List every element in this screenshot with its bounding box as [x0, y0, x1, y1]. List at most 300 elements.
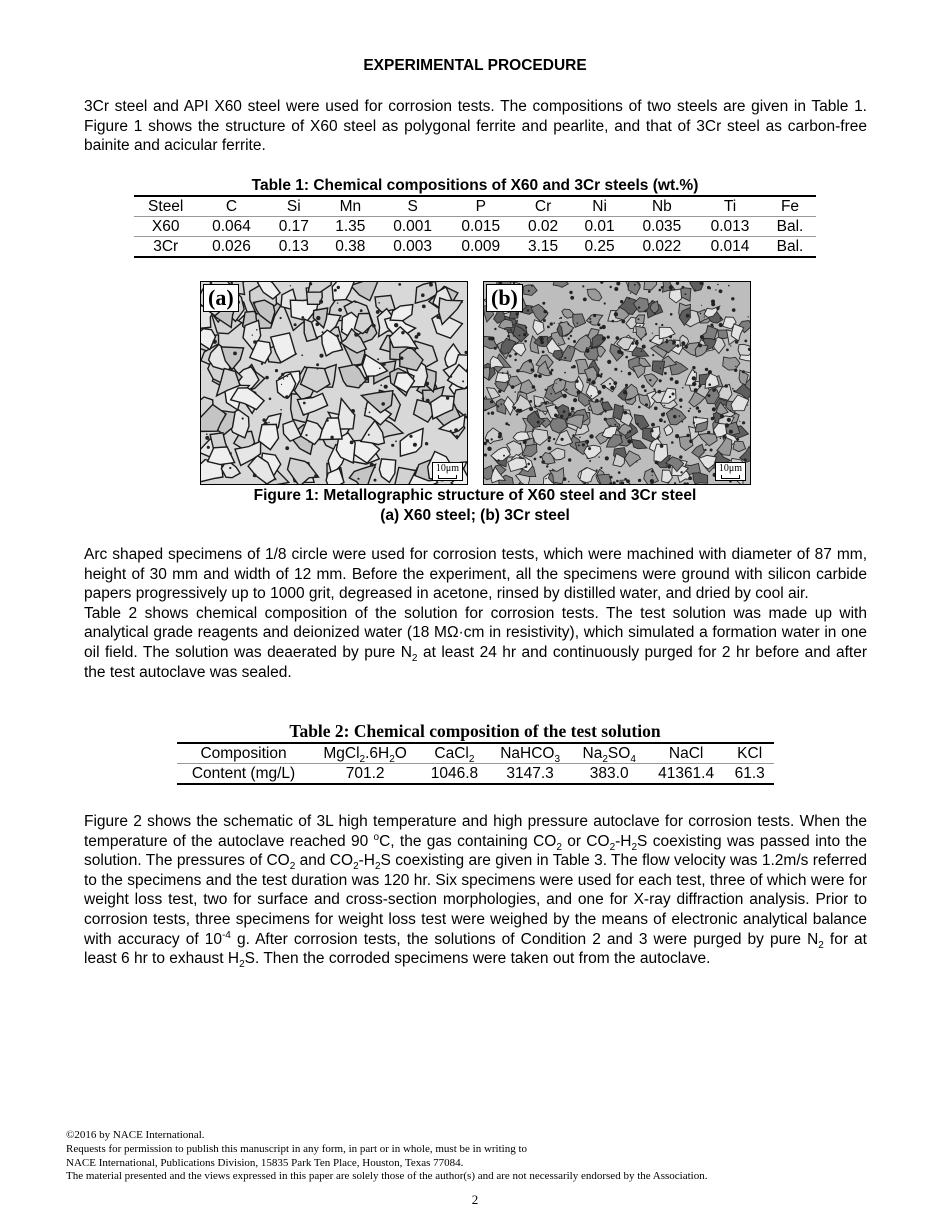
footer	[66, 1129, 866, 1184]
precipitate	[560, 415, 563, 418]
precipitate	[494, 347, 497, 350]
table2-header-cacl2	[420, 743, 489, 764]
precipitate	[688, 410, 690, 412]
table1-cell: Bal.	[776, 238, 804, 255]
precipitate	[602, 385, 606, 389]
precipitate	[558, 359, 560, 361]
precipitate	[703, 339, 705, 341]
precipitate	[708, 325, 709, 326]
precipitate	[733, 390, 735, 392]
section-heading: EXPERIMENTAL PROCEDURE	[363, 57, 587, 74]
precipitate	[711, 302, 715, 306]
precipitate	[233, 352, 237, 356]
precipitate	[532, 385, 536, 389]
precipitate	[682, 286, 685, 289]
table1-header: Steel	[134, 196, 197, 217]
precipitate	[514, 391, 516, 393]
paragraph-solution-sub: 2	[411, 653, 418, 665]
precipitate	[261, 363, 263, 365]
precipitate	[525, 326, 527, 328]
precipitate	[436, 316, 439, 319]
table1-header: P	[447, 196, 515, 217]
precipitate	[301, 316, 304, 319]
precipitate	[422, 305, 426, 309]
precipitate	[529, 400, 532, 403]
precipitate	[368, 434, 370, 436]
precipitate	[494, 328, 496, 330]
scale-bar-a-line	[438, 475, 457, 479]
subscript: 2	[239, 959, 245, 971]
precipitate	[661, 324, 663, 326]
precipitate	[511, 385, 515, 389]
precipitate	[675, 434, 679, 438]
precipitate	[625, 356, 628, 359]
precipitate	[701, 305, 702, 306]
precipitate	[699, 344, 701, 346]
precipitate	[610, 476, 613, 479]
precipitate	[632, 342, 635, 345]
precipitate	[543, 319, 546, 322]
precipitate	[539, 426, 541, 428]
precipitate	[694, 372, 696, 374]
table1-header: Ni	[571, 196, 628, 217]
table1-cell: 0.001	[379, 217, 447, 237]
precipitate	[630, 292, 632, 294]
precipitate	[395, 440, 397, 442]
precipitate	[425, 442, 428, 445]
footer-address: NACE International, Publications Division, 15835 Park Ten Place, Houston, Texas 77084.	[66, 1156, 464, 1169]
table1-header: Fe	[764, 196, 816, 217]
precipitate	[587, 457, 589, 459]
precipitate	[547, 326, 550, 329]
precipitate	[602, 325, 606, 329]
precipitate	[685, 293, 687, 295]
precipitate	[636, 461, 637, 462]
precipitate	[508, 339, 510, 341]
precipitate	[572, 365, 575, 368]
scale-bar-a-label: 10μm	[435, 463, 459, 474]
table2-header-part: .6H	[365, 745, 390, 762]
precipitate	[588, 447, 591, 450]
table2-header-mgcl2	[310, 743, 420, 764]
table2-header-sub: 2	[359, 754, 366, 766]
precipitate	[670, 313, 673, 316]
precipitate	[529, 359, 533, 363]
precipitate	[652, 333, 653, 334]
precipitate	[432, 297, 434, 299]
table1	[134, 195, 816, 258]
precipitate	[502, 372, 504, 374]
precipitate	[607, 360, 611, 364]
precipitate	[488, 337, 492, 341]
precipitate	[563, 394, 567, 398]
precipitate	[524, 340, 527, 343]
micrograph-3cr	[483, 281, 751, 485]
precipitate	[682, 387, 684, 389]
precipitate	[586, 349, 590, 353]
precipitate	[710, 324, 713, 327]
precipitate	[644, 389, 647, 392]
precipitate	[516, 414, 518, 416]
precipitate	[314, 474, 317, 477]
precipitate	[717, 284, 719, 286]
precipitate	[548, 436, 551, 439]
table2-header-part: NaHCO	[500, 745, 555, 762]
precipitate	[551, 369, 554, 372]
precipitate	[660, 444, 664, 448]
precipitate	[622, 405, 624, 407]
precipitate	[692, 376, 696, 380]
table1-header: Mn	[322, 196, 379, 217]
precipitate	[326, 419, 329, 422]
precipitate	[707, 394, 710, 397]
precipitate	[334, 289, 337, 292]
precipitate	[319, 354, 323, 358]
precipitate	[638, 406, 641, 409]
table1-title: Table 1: Chemical compositions of X60 and 3Cr steels (wt.%)	[251, 177, 699, 194]
precipitate	[696, 406, 699, 409]
precipitate	[505, 422, 508, 425]
table1-cell: 0.13	[278, 238, 309, 255]
table2-cell: 61.3	[734, 765, 765, 782]
text-run: for at least 6 hr to exhaust H	[84, 930, 867, 968]
precipitate	[577, 390, 581, 394]
precipitate	[516, 312, 519, 315]
precipitate	[294, 323, 297, 326]
precipitate	[621, 320, 625, 324]
precipitate	[425, 382, 429, 386]
precipitate	[256, 329, 258, 331]
precipitate	[569, 291, 572, 294]
precipitate	[742, 370, 745, 373]
table1-header: Cr	[515, 196, 572, 217]
precipitate	[672, 393, 675, 396]
precipitate	[705, 368, 708, 371]
precipitate	[712, 465, 713, 466]
precipitate	[710, 449, 713, 452]
precipitate	[283, 378, 284, 379]
precipitate	[384, 385, 388, 389]
precipitate	[671, 441, 674, 444]
table1-header: Ti	[696, 196, 764, 217]
precipitate	[634, 284, 636, 286]
precipitate	[700, 335, 704, 339]
precipitate	[394, 323, 398, 327]
precipitate	[584, 482, 586, 484]
precipitate	[366, 400, 368, 402]
precipitate	[681, 341, 685, 345]
precipitate	[317, 368, 319, 370]
precipitate	[693, 422, 695, 424]
precipitate	[503, 455, 505, 457]
precipitate	[213, 340, 217, 344]
precipitate	[595, 399, 599, 403]
precipitate	[654, 407, 658, 411]
precipitate	[285, 446, 289, 450]
precipitate	[570, 335, 572, 337]
precipitate	[715, 289, 716, 290]
precipitate	[659, 418, 663, 422]
text-run: S coexisting are given in Table 3. The flow velocity was 1.2m/s referred to the specimens and the test duration was 120 hr. Six specimens were used for each test, three of which were for weight loss test, two for surface and cross-section morphologies, and one for X-ray diffraction analysis. Prior to corrosion tests, three specimens for weight loss test were weighed by the means of electronic analytical balance with accuracy of 10	[84, 852, 867, 948]
precipitate	[614, 287, 618, 291]
precipitate	[486, 439, 489, 442]
scale-bar-b-line	[721, 475, 740, 479]
precipitate	[497, 405, 499, 407]
table1-cell: 0.02	[515, 217, 572, 237]
table1-cell: Bal.	[764, 217, 816, 237]
precipitate	[568, 338, 570, 340]
precipitate	[620, 300, 623, 303]
precipitate	[649, 340, 651, 342]
paragraph-autoclave-text	[84, 812, 867, 969]
precipitate	[559, 379, 562, 382]
precipitate	[534, 458, 537, 461]
text-run: S coexisting was passed into the solution. The pressures of CO	[84, 832, 867, 870]
precipitate	[698, 385, 701, 388]
table1-cell: 0.026	[212, 238, 251, 255]
table1-cell: X60	[134, 217, 197, 237]
footer-disclaimer: The material presented and the views expressed in this paper are solely those of the author(s) and are not necessarily endorsed by the Association.	[66, 1170, 708, 1183]
precipitate	[573, 398, 577, 402]
precipitate	[654, 312, 656, 314]
precipitate	[253, 303, 255, 305]
precipitate	[553, 322, 555, 324]
precipitate	[659, 289, 662, 292]
precipitate	[669, 335, 672, 338]
precipitate	[686, 314, 690, 318]
precipitate	[542, 351, 545, 354]
precipitate	[633, 339, 634, 340]
precipitate	[590, 321, 592, 323]
precipitate	[558, 343, 559, 344]
precipitate	[596, 469, 598, 471]
precipitate	[564, 372, 566, 374]
precipitate	[681, 421, 683, 423]
precipitate	[541, 460, 545, 464]
precipitate	[308, 441, 309, 442]
precipitate	[736, 438, 739, 441]
precipitate	[560, 317, 562, 319]
precipitate	[657, 438, 658, 439]
precipitate	[704, 449, 706, 451]
precipitate	[694, 289, 696, 291]
precipitate	[375, 467, 376, 468]
precipitate	[309, 282, 312, 285]
precipitate	[578, 444, 580, 446]
precipitate	[589, 318, 591, 320]
precipitate	[708, 370, 712, 374]
precipitate	[372, 324, 376, 328]
table2-cell: 383.0	[589, 765, 629, 782]
precipitate	[303, 414, 305, 416]
precipitate	[589, 460, 591, 462]
precipitate	[623, 390, 627, 394]
precipitate	[614, 368, 617, 371]
footer-permission: Requests for permission to publish this manuscript in any form, in part or in whole, must be in writing to	[66, 1142, 528, 1155]
precipitate	[398, 283, 401, 286]
precipitate	[573, 340, 576, 343]
subscript: 2	[609, 841, 616, 853]
precipitate	[268, 422, 270, 424]
precipitate	[672, 409, 673, 410]
table1-cell: 1.35	[322, 217, 379, 237]
precipitate	[337, 286, 340, 289]
precipitate	[206, 433, 208, 435]
precipitate	[529, 407, 533, 411]
precipitate	[319, 300, 323, 304]
precipitate	[669, 396, 671, 398]
precipitate	[265, 376, 269, 380]
text-run: -H	[615, 832, 632, 850]
table2-header-part: MgCl	[323, 745, 360, 762]
precipitate	[611, 407, 612, 408]
precipitate	[607, 336, 610, 339]
precipitate	[627, 432, 628, 433]
precipitate	[563, 477, 567, 481]
panel-b-label: (b)	[486, 284, 523, 312]
precipitate	[667, 482, 669, 484]
precipitate	[664, 405, 666, 407]
precipitate	[724, 384, 728, 388]
precipitate	[316, 363, 319, 366]
precipitate	[506, 372, 508, 374]
table2-header-sub: 2	[468, 754, 475, 766]
precipitate	[401, 331, 404, 334]
precipitate	[568, 481, 569, 482]
precipitate	[669, 285, 673, 289]
table1-cell: 0.003	[393, 238, 433, 255]
precipitate	[661, 286, 664, 289]
precipitate	[525, 466, 527, 468]
precipitate	[597, 390, 601, 394]
precipitate	[342, 329, 343, 330]
precipitate	[604, 410, 606, 412]
precipitate	[549, 371, 552, 374]
table2-cell: 41361.4	[658, 765, 715, 782]
precipitate	[545, 389, 547, 391]
precipitate	[708, 287, 711, 290]
precipitate	[381, 402, 385, 406]
precipitate	[645, 333, 647, 335]
precipitate	[617, 350, 621, 354]
precipitate	[391, 444, 394, 447]
scale-bar-a	[432, 462, 463, 481]
precipitate	[583, 298, 587, 302]
table2-header-part: CaCl	[434, 745, 469, 762]
paragraph-autoclave	[84, 812, 867, 969]
text-run: or CO	[561, 832, 610, 850]
precipitate	[385, 420, 386, 421]
precipitate	[616, 336, 620, 340]
precipitate	[376, 310, 380, 314]
precipitate	[659, 379, 662, 382]
precipitate	[597, 359, 598, 360]
table1-cell: 0.009	[461, 238, 501, 255]
precipitate	[742, 421, 745, 424]
precipitate	[712, 388, 716, 392]
precipitate	[716, 307, 719, 310]
precipitate	[548, 439, 551, 442]
precipitate	[598, 456, 599, 457]
figure1-caption-line2: (a) X60 steel; (b) 3Cr steel	[380, 507, 570, 524]
superscript: -4	[221, 929, 231, 941]
precipitate	[265, 422, 268, 425]
precipitate	[514, 353, 517, 356]
precipitate	[604, 302, 606, 304]
table2-header-part: Na	[582, 745, 603, 762]
precipitate	[545, 478, 547, 480]
subscript: 2	[353, 861, 359, 873]
table2-cell: Content (mg/L)	[191, 765, 296, 782]
precipitate	[252, 334, 253, 335]
scale-bar-b-label: 10μm	[718, 463, 742, 474]
table1-cell: 0.17	[266, 217, 323, 237]
precipitate	[351, 409, 355, 413]
precipitate	[547, 410, 549, 412]
precipitate	[531, 285, 533, 287]
precipitate	[450, 430, 452, 432]
text-run: Figure 2 shows the schematic of 3L high temperature and high pressure autoclave for corrosion tests. When the temperature of the autoclave reached 90	[84, 813, 867, 850]
precipitate	[527, 309, 529, 311]
precipitate	[559, 318, 560, 319]
precipitate	[350, 441, 354, 445]
precipitate	[507, 371, 508, 372]
table2-header-sub: 2	[602, 754, 608, 766]
precipitate	[689, 408, 691, 410]
precipitate	[688, 476, 692, 480]
table2-header-part: O	[394, 745, 407, 762]
precipitate	[588, 378, 591, 381]
precipitate	[596, 373, 600, 377]
precipitate	[735, 340, 738, 343]
precipitate	[498, 435, 501, 438]
precipitate	[660, 368, 661, 369]
precipitate	[281, 384, 282, 385]
table1-cell: 0.022	[642, 238, 682, 255]
precipitate	[301, 354, 303, 356]
table1-cell: 0.013	[696, 217, 764, 237]
table1-header: Si	[266, 196, 323, 217]
precipitate	[409, 435, 412, 438]
precipitate	[589, 434, 593, 438]
precipitate	[692, 383, 694, 385]
precipitate	[450, 376, 452, 378]
precipitate	[369, 412, 371, 414]
table2-header-nahco3	[489, 743, 572, 764]
panel-a-label: (a)	[203, 284, 239, 312]
precipitate	[374, 479, 377, 482]
paragraph-solution-part1: Table 2 shows chemical composition of the solution for corrosion tests. The test solution was made up with analytical grade reagents and deionized water (18 MΩ·cm in resistivity), which simulated a formation water in one oil field. The solution was deaerated by pure N	[84, 604, 867, 661]
precipitate	[540, 341, 544, 345]
precipitate	[546, 465, 548, 467]
precipitate	[415, 335, 419, 339]
figure1-caption-line1: Figure 1: Metallographic structure of X60 steel and 3Cr steel	[253, 487, 697, 504]
precipitate	[582, 285, 584, 287]
precipitate	[498, 390, 501, 393]
table2-header-kcl: KCl	[725, 743, 774, 764]
table2-header-sub: 4	[630, 754, 636, 766]
paragraph-specimens-text: Arc shaped specimens of 1/8 circle were used for corrosion tests, which were machined with diameter of 87 mm, height of 30 mm and width of 12 mm. Before the experiment, all the specimens were ground with silicon carbide papers progressively up to 1000 grit, degreased in acetone, rinsed by distilled water, and dried by cool air.	[84, 546, 867, 603]
precipitate	[588, 409, 590, 411]
precipitate	[413, 443, 417, 447]
micrograph-3cr-image	[484, 282, 750, 484]
precipitate	[421, 293, 425, 297]
precipitate	[570, 296, 574, 300]
precipitate	[666, 351, 668, 353]
precipitate	[500, 403, 502, 405]
precipitate	[205, 436, 209, 440]
precipitate	[679, 398, 683, 402]
